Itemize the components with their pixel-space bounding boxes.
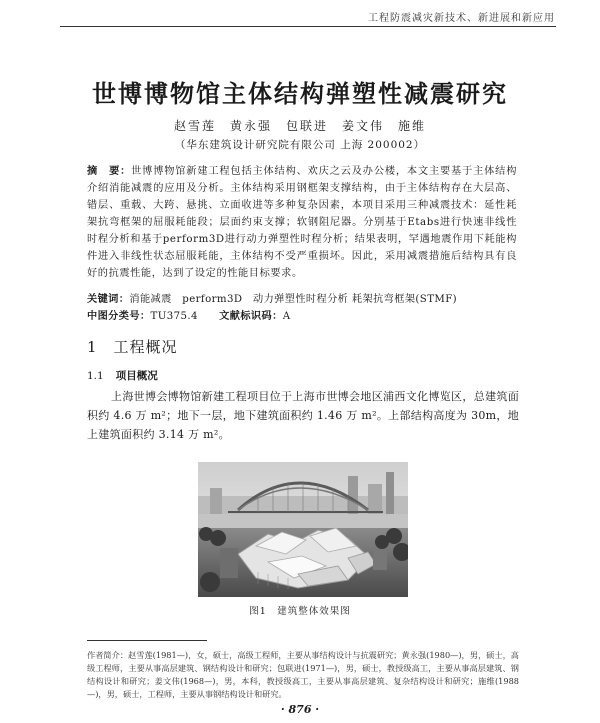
keywords [87,290,527,305]
section-number: 1 [87,338,98,356]
paper-title: 世博博物馆主体结构弹塑性减震研究 [92,79,508,108]
author-footnote: 作者简介：赵雪莲(1981—)，女，硕士，高级工程师，主要从事结构设计与抗震研究；黄永强(1980—)，男，硕士，高级工程师，主要从事高层建筑、钢结构设计和研究；包联进(1971—)，男，硕士，教授级高工，主要从事高层建筑、钢结构设计和研究；姜文伟(1968—)，男，本科，教授级高工，主要从事高层建筑、复杂结构设计和研究；施维(1988—)，男，硕士，工程师，主要从事钢结构设计和研究。 [87,650,519,699]
doc-code-value: A [282,311,291,322]
keywords-text: 消能减震 perform3D 动力弹塑性时程分析 耗架抗弯框架(STMF) [129,294,458,305]
page-number: · 876 · [280,703,320,716]
paper-affiliation: （华东建筑设计研究院有限公司 上海 200002） [174,139,426,151]
figure-caption: 图1 建筑整体效果图 [249,606,351,617]
doc-code-label: 文献标识码： [219,310,283,322]
abstract [87,163,517,282]
footnote-rule [87,640,207,641]
clc-value: TU375.4 [150,311,198,322]
section-title: 工程概况 [113,338,178,356]
subsection-heading [87,368,158,383]
header-rule [60,26,556,27]
body-paragraph: 上海世博会博物馆新建工程项目位于上海市世博会地区浦西文化博览区，总建筑面积约 4.6 万 m²；地下一层，地下建筑面积约 1.46 万 m²。上部结构高度为 30m，地上建筑面积约 3.14 万 m²。 [87,390,519,441]
clc-label: 中图分类号： [87,310,151,322]
building-rendering-image [198,462,408,597]
abstract-text: 世博博物馆新建工程包括主体结构、欢庆之云及办公楼，本文主要基于主体结构介绍消能减震的应用及分析。主体结构采用钢框架支撑结构，由于主体结构存在大层高、错层、重载、大跨、悬挑、立面收进等多种复杂因素，本项目采用三种减震技术：延性耗架抗弯框架的屈服耗能段；层面约束支撑；软钢阻尼器。分别基于Etabs进行快速非线性时程分析和基于perform3D进行动力弹塑性时程分析；结果表明，罕遇地震作用下耗能构件进入非线性状态屈服耗能，主体结构不受严重损坏。因此，采用减震措施后结构具有良好的抗震性能，达到了设定的性能目标要求。 [87,166,518,279]
paper-authors: 赵雪莲 黄永强 包联进 姜文伟 施维 [173,119,426,133]
abstract-label: 摘 要： [87,165,132,177]
subsection-title: 项目概况 [115,370,158,382]
keywords-label: 关键词： [87,293,130,305]
subsection-number: 1.1 [87,370,104,382]
building-rendering-figure [198,462,408,597]
section-heading [87,336,178,357]
classification [87,307,527,322]
running-header: 工程防震减灾新技术、新进展和新应用 [368,13,555,24]
